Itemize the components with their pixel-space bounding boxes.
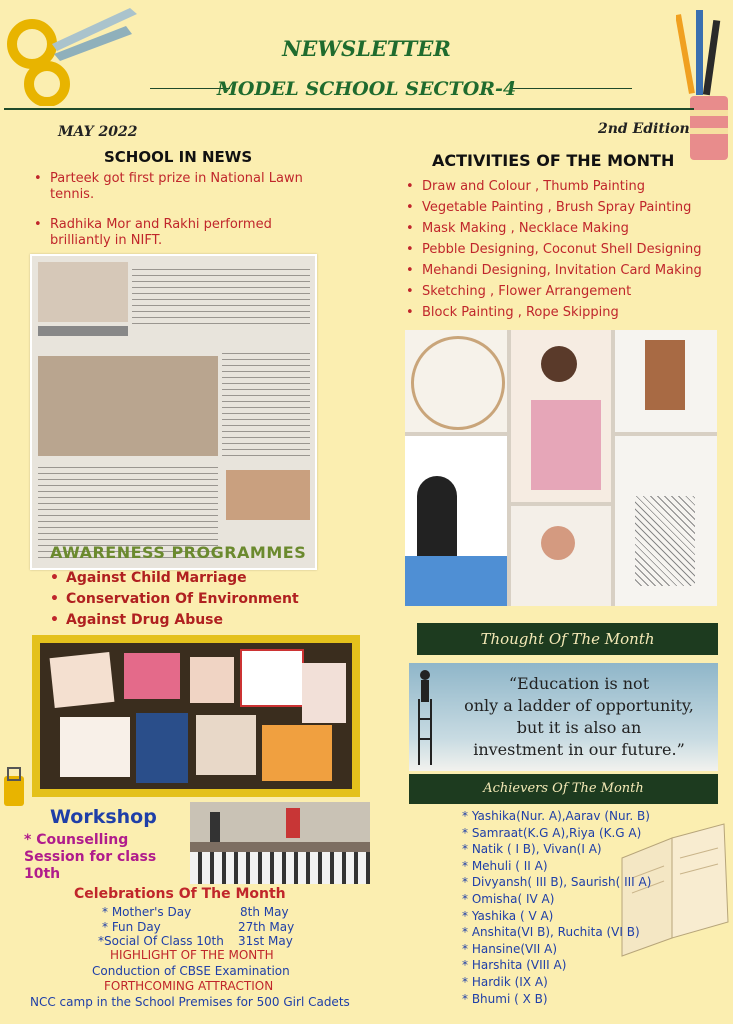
ladder-climber-icon xyxy=(413,669,437,765)
awareness-item: • Against Drug Abuse xyxy=(46,610,299,631)
achiever-item: * Hardik (IX A) xyxy=(462,974,548,989)
achiever-item: * Mehuli ( II A) xyxy=(462,858,548,873)
celebrations-heading: Celebrations Of The Month xyxy=(74,886,286,902)
achiever-item: * Bhumi ( X B) xyxy=(462,991,548,1006)
awareness-item: • Conservation Of Environment xyxy=(46,589,299,610)
workshop-heading: Workshop xyxy=(50,806,157,828)
edition-label: 2nd Edition xyxy=(598,121,690,137)
news-item: • Parteek got first prize in National Lawn tennis. xyxy=(30,171,320,203)
celebration-row xyxy=(102,905,322,919)
activity-item: • Mehandi Designing, Invitation Card Making xyxy=(402,260,702,281)
awareness-heading: AWARENESS PROGRAMMES xyxy=(50,543,307,562)
celebration-date: 27th May xyxy=(238,920,295,934)
newspaper-clipping xyxy=(30,254,317,570)
activity-item: • Pebble Designing, Coconut Shell Designing xyxy=(402,239,702,260)
thought-quote xyxy=(445,673,713,761)
thought-heading: Thought Of The Month xyxy=(480,630,655,648)
celebration-date: 31st May xyxy=(238,934,293,948)
achievers-heading: Achievers Of The Month xyxy=(483,781,644,796)
highlight-text: Conduction of CBSE Examination xyxy=(92,964,290,978)
awareness-poster-board xyxy=(32,635,360,797)
celebration-event: *Social Of Class 10th xyxy=(98,934,224,948)
celebration-event: * Fun Day xyxy=(102,920,161,934)
achiever-item: * Natik ( I B), Vivan(I A) xyxy=(462,842,602,857)
activity-item: • Vegetable Painting , Brush Spray Painting xyxy=(402,197,702,218)
school-name: MODEL SCHOOL SECTOR-4 xyxy=(216,78,517,100)
forthcoming-text: NCC camp in the School Premises for 500 Girl Cadets xyxy=(30,995,350,1009)
celebration-event: * Mother's Day xyxy=(102,905,192,919)
newsletter-title: NEWSLETTER xyxy=(282,36,451,61)
header-rule xyxy=(4,108,694,110)
workshop-detail xyxy=(24,832,156,883)
thought-quote-line: investment in our future.” xyxy=(473,740,685,759)
thought-quote-line: only a ladder of opportunity, xyxy=(464,696,694,715)
achiever-item: * Hansine(VII A) xyxy=(462,941,558,956)
activity-item: • Sketching , Flower Arrangement xyxy=(402,281,702,302)
achievers-list xyxy=(462,808,651,1007)
workshop-detail-line: 10th xyxy=(24,866,61,882)
thought-banner xyxy=(417,623,718,655)
achiever-item: * Samraat(K.G A),Riya (K.G A) xyxy=(462,825,642,840)
school-news-heading: SCHOOL IN NEWS xyxy=(104,148,253,166)
celebration-row xyxy=(98,934,318,948)
news-item: • Radhika Mor and Rakhi performed brilliantly in NIFT. xyxy=(30,217,320,249)
workshop-detail-line: Session for class xyxy=(24,849,157,865)
achiever-item: * Yashika ( V A) xyxy=(462,908,554,923)
activities-list xyxy=(402,176,702,323)
awareness-item: • Against Child Marriage xyxy=(46,568,299,589)
activity-item: • Mask Making , Necklace Making xyxy=(402,218,702,239)
activities-collage xyxy=(405,330,717,606)
issue-date: MAY 2022 xyxy=(58,124,138,140)
workshop-photo xyxy=(190,802,370,884)
activity-item: • Block Painting , Rope Skipping xyxy=(402,302,702,323)
school-news-list xyxy=(30,171,320,249)
achiever-item: * Omisha( IV A) xyxy=(462,891,555,906)
activities-heading: ACTIVITIES OF THE MONTH xyxy=(432,151,675,170)
activity-item: • Draw and Colour , Thumb Painting xyxy=(402,176,702,197)
workshop-detail-line: * Counselling xyxy=(24,832,129,848)
celebration-date: 8th May xyxy=(240,905,289,919)
celebration-row xyxy=(102,920,322,934)
achiever-item: * Yashika(Nur. A),Aarav (Nur. B) xyxy=(462,809,650,823)
thought-quote-box xyxy=(409,663,718,771)
thought-quote-line: but it is also an xyxy=(516,718,642,737)
thought-quote-line: “Education is not xyxy=(508,674,650,693)
awareness-list xyxy=(46,568,299,631)
forthcoming-heading: FORTHCOMING ATTRACTION xyxy=(104,979,274,993)
achiever-item: * Divyansh( III B), Saurish( III A) xyxy=(462,875,652,890)
paper-clip-icon xyxy=(2,766,28,810)
achievers-banner xyxy=(409,774,718,804)
achiever-item: * Harshita (VIII A) xyxy=(462,958,567,973)
achiever-item: * Anshita(VI B), Ruchita (VI B) xyxy=(462,925,640,940)
highlight-heading: HIGHLIGHT OF THE MONTH xyxy=(110,948,274,962)
